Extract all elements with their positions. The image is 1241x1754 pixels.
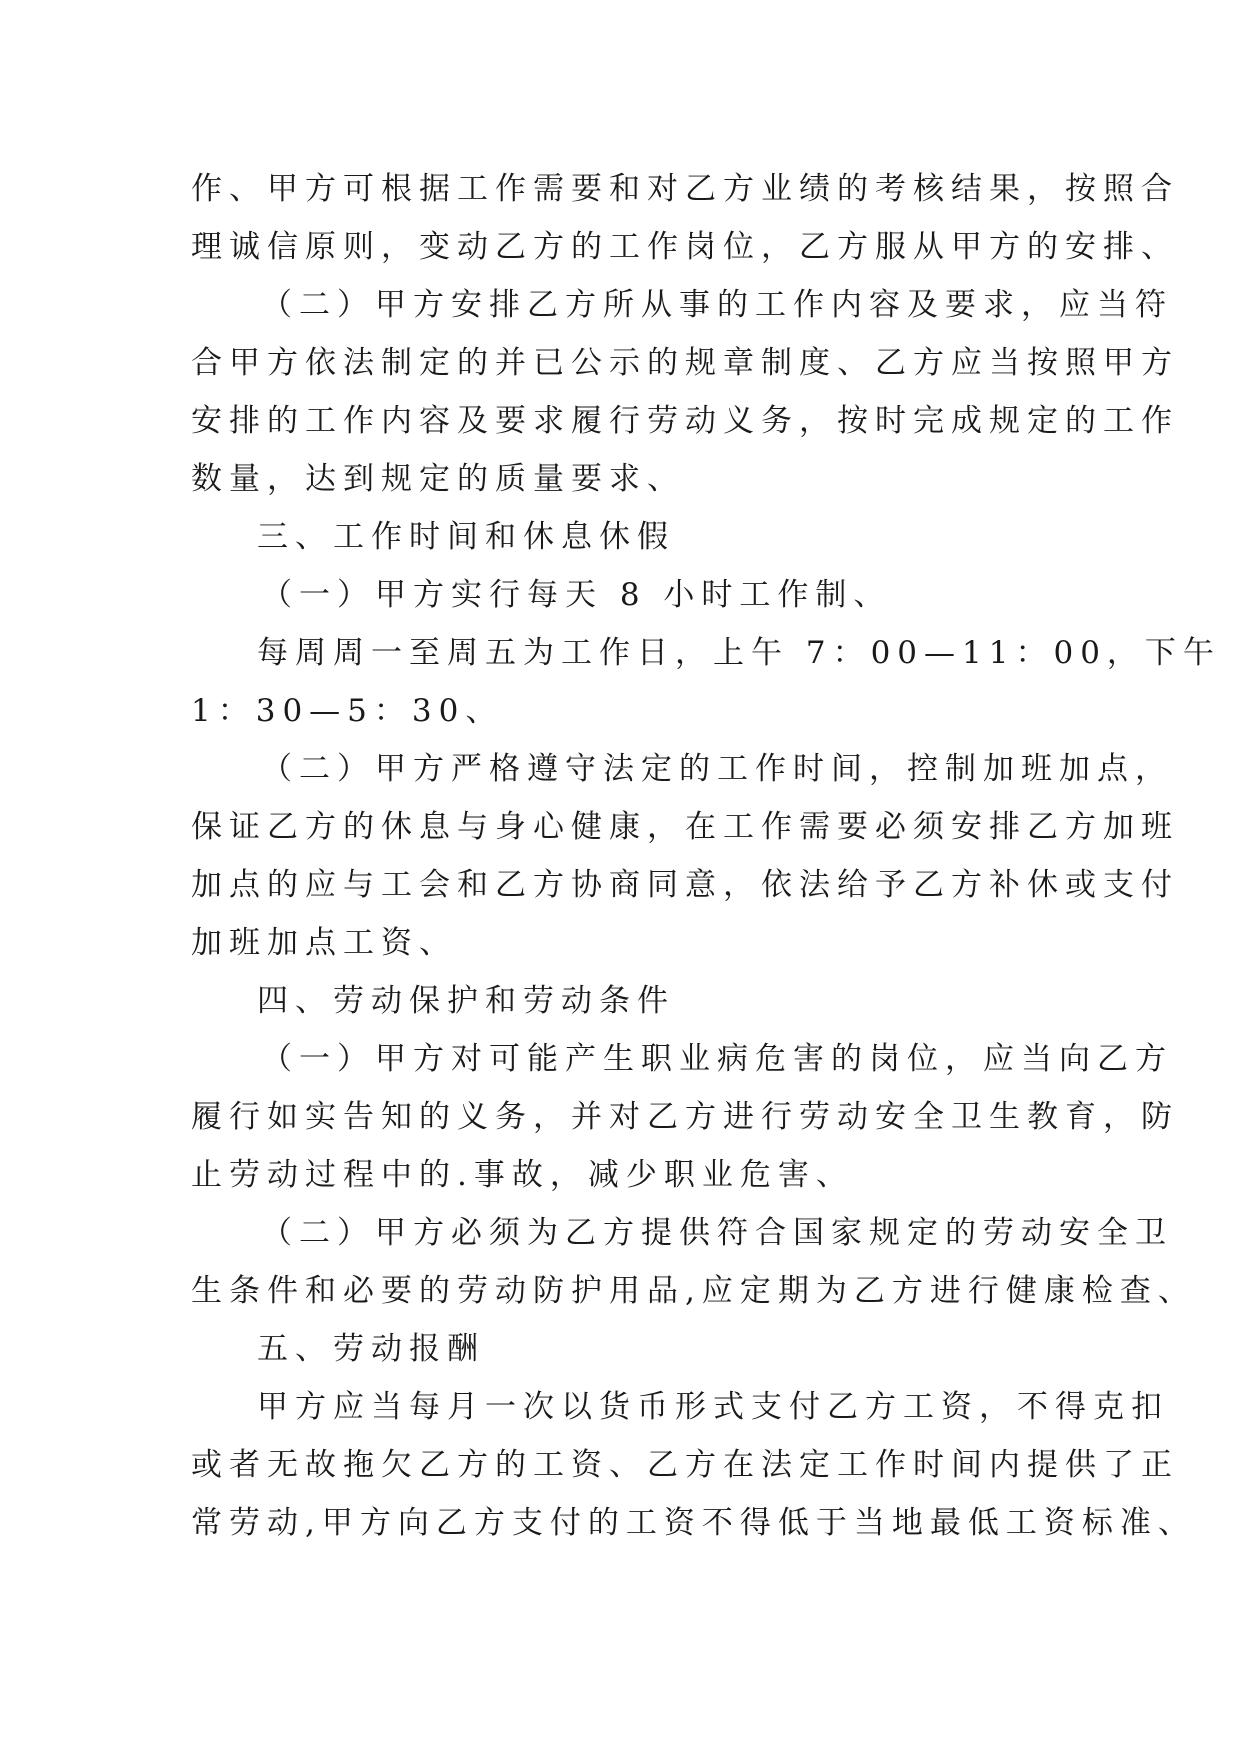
text-line: 常劳动,甲方向乙方支付的工资不得低于当地最低工资标准、	[191, 1505, 1196, 1541]
text-line: 数量，达到规定的质量要求、	[191, 461, 685, 497]
text-line: 生条件和必要的劳动防护用品,应定期为乙方进行健康检查、	[191, 1273, 1196, 1309]
text-line: 加点的应与工会和乙方协商同意，依法给予乙方补休或支付	[191, 867, 1179, 903]
text-line: （一）甲方实行每天 8 小时工作制、	[261, 577, 892, 613]
document-body	[191, 160, 1221, 1552]
text-line: （二）甲方安排乙方所从事的工作内容及要求，应当符	[261, 287, 1173, 323]
text-line: 履行如实告知的义务，并对乙方进行劳动安全卫生教育，防	[191, 1099, 1179, 1135]
section-heading: 五、劳动报酬	[257, 1331, 485, 1367]
text-line: 作、甲方可根据工作需要和对乙方业绩的考核结果，按照合	[191, 171, 1179, 207]
text-line: 加班加点工资、	[191, 925, 457, 961]
text-line: 1：30—5：30、	[191, 693, 504, 729]
section-heading: 四、劳动保护和劳动条件	[257, 983, 675, 1019]
text-line: 安排的工作内容及要求履行劳动义务，按时完成规定的工作	[191, 403, 1179, 439]
text-line: （一）甲方对可能产生职业病危害的岗位，应当向乙方	[261, 1041, 1173, 1077]
text-line: 理诚信原则，变动乙方的工作岗位，乙方服从甲方的安排、	[191, 229, 1179, 265]
text-line: 保证乙方的休息与身心健康，在工作需要必须安排乙方加班	[191, 809, 1179, 845]
text-line: 合甲方依法制定的并已公示的规章制度、乙方应当按照甲方	[191, 345, 1179, 381]
text-line: 或者无故拖欠乙方的工资、乙方在法定工作时间内提供了正	[191, 1447, 1179, 1483]
text-line: 每周周一至周五为工作日，上午 7：00—11：00，下午	[257, 635, 1221, 671]
section-heading: 三、工作时间和休息休假	[257, 519, 675, 555]
text-line: 甲方应当每月一次以货币形式支付乙方工资，不得克扣	[257, 1389, 1169, 1425]
text-line: （二）甲方必须为乙方提供符合国家规定的劳动安全卫	[261, 1215, 1173, 1251]
text-line: 止劳动过程中的.事故，减少职业危害、	[191, 1157, 854, 1193]
text-line: （二）甲方严格遵守法定的工作时间，控制加班加点，	[261, 751, 1173, 787]
